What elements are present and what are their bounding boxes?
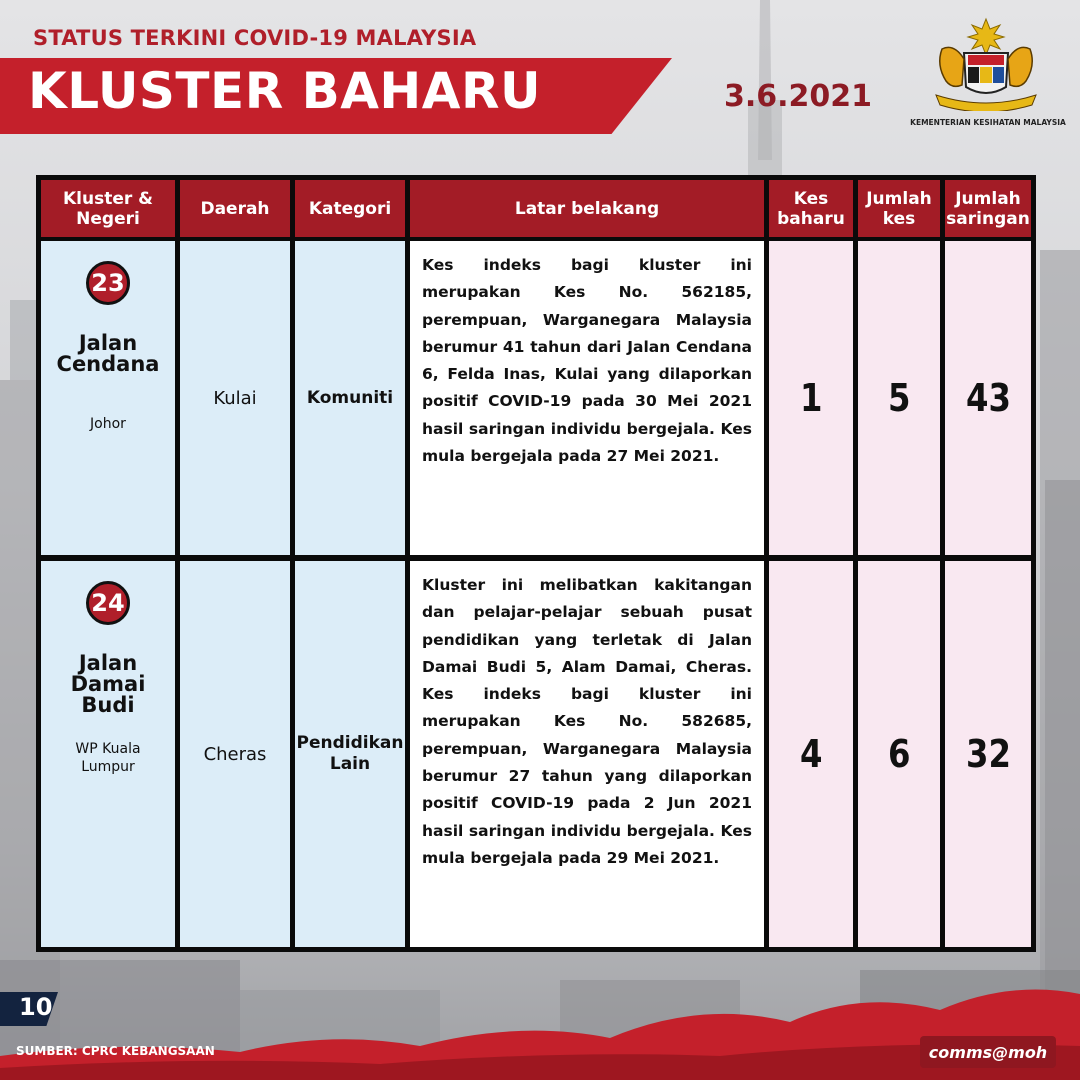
daerah-value: Cheras: [203, 743, 267, 765]
header-jumlah-kes: Jumlah kes: [858, 180, 940, 237]
page-title: KLUSTER BAHARU: [28, 62, 542, 120]
ministry-crest-icon: [928, 15, 1044, 111]
table-row-jumlah-saringan: [945, 241, 1031, 555]
ministry-name: KEMENTERIAN KESIHATAN MALAYSIA: [910, 118, 1066, 127]
table-row-latar: [410, 561, 764, 947]
page-number: 10: [19, 993, 53, 1021]
cluster-number-badge: 24: [86, 581, 130, 625]
jumlah-kes-value: 6: [887, 732, 911, 776]
cluster-state: Johor: [90, 416, 126, 432]
table-row-daerah: [180, 561, 290, 947]
latar-text: Kes indeks bagi kluster ini merupakan Kes No. 562185, perempuan, Warganegara Malaysia berumur 41 tahun dari Jalan Cendana 6, Felda Inas, Kulai yang dilaporkan positif COVID-19 pada 30 Mei 2021 hasil saringan individu bergejala. Kes mula bergejala pada 27 Mei 2021.: [422, 256, 752, 466]
table-row-daerah: [180, 241, 290, 555]
table-row-cluster: [41, 241, 175, 555]
latar-text: Kluster ini melibatkan kakitangan dan pelajar-pelajar sebuah pusat pendidikan yang terletak di Jalan Damai Budi 5, Alam Damai, Cheras. Kes indeks bagi kluster ini merupakan Kes No. 582685, perempuan, Warganegara Malaysia berumur 27 tahun yang dilaporkan positif COVID-19 pada 2 Jun 2021 hasil saringan individu bergejala. Kes mula bergejala pada 29 Mei 2021.: [422, 576, 752, 867]
table-row-kategori: [295, 561, 405, 947]
jumlah-saringan-value: 43: [965, 376, 1011, 420]
table-row-kes-baharu: [769, 241, 853, 555]
jumlah-saringan-value: 32: [965, 732, 1011, 776]
header-kes-baharu: Kes baharu: [769, 180, 853, 237]
header-kluster: Kluster & Negeri: [41, 180, 175, 237]
cluster-number-badge: 23: [86, 261, 130, 305]
table-row-jumlah-kes: [858, 241, 940, 555]
jumlah-kes-value: 5: [887, 376, 911, 420]
header-daerah: Daerah: [180, 180, 290, 237]
table-row-jumlah-kes: [858, 561, 940, 947]
kes-baharu-value: 1: [799, 376, 823, 420]
table-row-cluster: [41, 561, 175, 947]
table-row-kategori: [295, 241, 405, 555]
cluster-name: Jalan Cendana: [56, 331, 160, 376]
social-handle: comms@moh: [920, 1036, 1056, 1068]
kategori-value: Pendidikan Lain: [296, 733, 404, 774]
header-latar: Latar belakang: [410, 180, 764, 237]
header-subtitle: STATUS TERKINI COVID-19 MALAYSIA: [33, 26, 477, 50]
report-date: 3.6.2021: [724, 79, 873, 114]
kategori-value: Komuniti: [306, 387, 394, 408]
table-row-jumlah-saringan: [945, 561, 1031, 947]
kes-baharu-value: 4: [799, 732, 823, 776]
bottom-red-wave: [0, 960, 1080, 1080]
table-row-kes-baharu: [769, 561, 853, 947]
cluster-state: WP Kuala Lumpur: [75, 741, 141, 775]
source-credit: SUMBER: CPRC KEBANGSAAN: [16, 1044, 215, 1058]
table-row-latar: [410, 241, 764, 555]
header-kategori: Kategori: [295, 180, 405, 237]
header-jumlah-saringan: Jumlah saringan: [945, 180, 1031, 237]
daerah-value: Kulai: [213, 387, 257, 409]
cluster-table: [36, 175, 1036, 952]
cluster-name: Jalan Damai Budi: [70, 651, 146, 717]
